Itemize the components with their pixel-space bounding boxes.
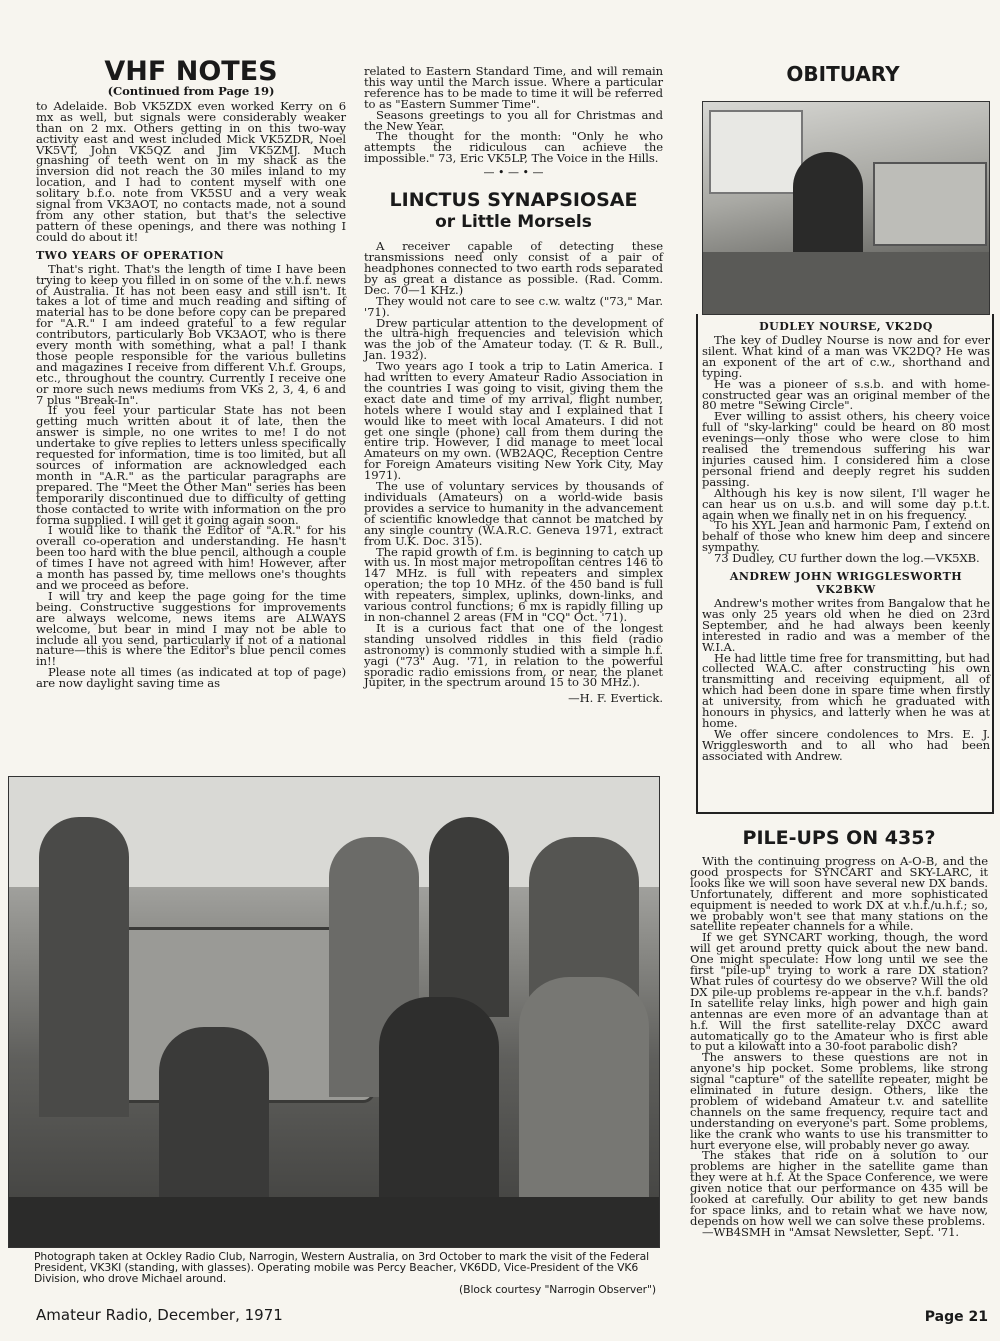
pileups-column — [690, 826, 988, 1238]
obituary-paragraph: He had little time free for transmitting, but had collected W.A.C. after constructing his own transmitting and receiving equipment, all of which had been done in spare time when firstly at university, from which he graduated with honours in physics, and latterly when he was at home. — [702, 650, 990, 730]
obituary-title: OBITUARY — [786, 62, 900, 86]
vhf-notes-title: VHF NOTES — [104, 56, 278, 87]
obituary-paragraph: Andrew's mother writes from Bangalow that he was only 25 years old when he died on 23rd September, and he had always been keenly interested in radio and was a member of the W.I.A. — [702, 596, 990, 654]
linctus-paragraph: It is a curious fact that one of the longest standing unsolved riddles in this field (radio astronomy) is commonly studied with a simple h.f. yagi ("73" Aug. '71, in relation to the powerful sporadic radio emissions from, or near, the planet Jupiter, in the spectrum around 15 to 30 MHz.). — [364, 620, 663, 690]
vhf-paragraph: If you feel your particular State has not been getting much written about it of late, then the answer is simple, no one writes to me! I do not undertake to give replies to letters unless specifically requested for information, time is too limited, but all sources of information are acknowledged each month in "A.R." as the particular paragraphs are prepared. The "Meet the Other Man" series has been temporarily discontinued due to difficulty of getting those contacted to write with information on the pro forma supplied. I will get it going again soon. — [36, 403, 346, 527]
vhf-paragraph: That's right. That's the length of time I have been trying to keep you filled in on some of the v.h.f. news of Australia. It has not been easy and still isn't. It takes a lot of time and much reading and sifting of material has to be done before copy can be prepared for "A.R." I am indeed grateful to a few regular contributors, particularly Bob VK3AOT, who is there every month with something, what a pal! I thank those people responsible for the various bulletins and magazines I receive from different V.h.f. Groups, etc., throughout the country. Currently I receive one or more such news mediums from VKs 2, 3, 4, 6 and 7 plus "Break-In". — [36, 261, 346, 407]
photo-ground-shape — [9, 1197, 659, 1247]
center-column — [364, 66, 663, 705]
photo-person-shape — [39, 817, 129, 1117]
vhf-notes-column-1 — [36, 58, 346, 689]
vhf-continued-note: (Continued from Page 19) — [107, 84, 275, 98]
linctus-paragraph: A receiver capable of detecting these transmissions need only consist of a pair of headphones connected to two earth rods separated by as great a distance as possible. (Rad. Comm. Dec. 70—1 KHz.) — [364, 239, 663, 297]
vhf-paragraph: to Adelaide. Bob VK5ZDX even worked Kerry on 6 mx as well, but signals were considerably weaker than on 2 mx. Others getting in on this two-way activity east and west included Mick VK5ZDR, Noel VK5VT, John VK5QZ and Jim VK5ZMJ. Much gnashing of teeth went on in my shack as the inversion did not reach the 30 miles inland to my location, and I had to content myself with one solitary b.f.o. note from VK5SU and a very weak signal from VK3AOT, no contacts made, not a sound from any other station, but that's the selective pattern of these openings, and there was nothing I could do about it! — [36, 98, 346, 244]
photo-caption-block — [34, 1251, 666, 1295]
vhf-paragraph: related to Eastern Standard Time, and will remain this way until the March issue. Where a particular reference has to be made to time it will be referred to as "Eastern Summer Time". — [364, 64, 663, 111]
pileups-paragraph: With the continuing progress on A-O-B, and the good prospects for SYNCART and SKY-LARC, it looks like we will soon have several new DX bands. Unfortunately, different and more sophisticated equipment is needed to work DX at v.h.f./u.h.f.; so, we probably won't see that many stations on the satellite repeater channels for a while. — [690, 854, 988, 934]
vhf-subhead: TWO YEARS OF OPERATION — [36, 248, 225, 262]
linctus-paragraph: They would not care to see c.w. waltz ("73," Mar. '71). — [364, 293, 663, 319]
obituary-box — [696, 314, 994, 814]
vhf-paragraph: I would like to thank the Editor of "A.R." for his overall co-operation and understanding. He hasn't been too hard with the blue pencil, although a couple of times I have not agreed with him! However, after a month has passed by, time mellows one's thoughts and we proceed as before. — [36, 523, 346, 592]
vhf-paragraph: I will try and keep the page going for the time being. Constructive suggestions for improvements are always welcome, news items are ALWAYS welcome, but bear in mind I may not be able to include all you send, particularly if not of a national nature—this is where the Editor's blue pencil comes in!! — [36, 588, 346, 669]
footer-page-number: Page 21 — [924, 1309, 988, 1325]
pileups-signature: —WB4SMH in "Amsat Newsletter, Sept. '71. — [702, 1224, 959, 1239]
photo-window-shape — [709, 110, 803, 194]
vhf-paragraph: Seasons greetings to you all for Christmas and the New Year. — [364, 107, 663, 133]
linctus-title: LINCTUS SYNAPSIOSAE — [389, 189, 638, 212]
obituary-paragraph: We offer sincere condolences to Mrs. E. J. Wrigglesworth and to all who had been associated with Andrew. — [702, 726, 990, 763]
vhf-paragraph: Please note all times (as indicated at top of page) are now daylight saving time as — [36, 665, 346, 691]
pileups-paragraph: The answers to these questions are not in anyone's hip pocket. Some problems, like strong signal "capture" of the satellite repeater, might be eliminated in future design. Others, like the problem of wideband Amateur t.v. and satellite channels on the same frequency, require tact and understanding on everyone's part. Some problems, like the crank who wants to use his transmitter to hurt everyone else, will probably never go away. — [690, 1050, 988, 1152]
vhf-paragraph: The thought for the month: "Only he who attempts the ridiculous can achieve the impossible." 73, Eric VK5LP, The Voice in the Hills. — [364, 129, 663, 166]
linctus-paragraph: The use of voluntary services by thousands of individuals (Amateurs) on a world-wide basis provides a service to humanity in the advancement of scientific knowledge that cannot be matched by any single country (W.A.R.C. Geneva 1971, extract from U.K. Doc. 315). — [364, 479, 663, 548]
footer-publication: Amateur Radio, December, 1971 — [36, 1306, 283, 1324]
photo-person-shape — [429, 817, 509, 1017]
obituary-paragraph: To his XYL Jean and harmonic Pam, I extend on behalf of those who knew him deep and sincere sympathy. — [702, 518, 990, 555]
photo-desk-shape — [703, 252, 989, 314]
obituary-paragraph: 73 Dudley, CU further down the log.—VK5XB. — [714, 551, 980, 566]
group-photo — [8, 776, 660, 1248]
photo-caption: Photograph taken at Ockley Radio Club, Narrogin, Western Australia, on 3rd October to mark the visit of the Federal President, VK3KI (standing, with glasses). Operating mobile was Percy Beacher, VK6DD, Vice-President of the VK6 Division, who drove Michael around. — [34, 1250, 650, 1285]
linctus-signature: —H. F. Evertick. — [568, 691, 663, 706]
obituary-photo — [702, 101, 990, 315]
section-divider: — • — • — — [483, 166, 544, 180]
linctus-paragraph: The rapid growth of f.m. is beginning to catch up with us. In most major metropolitan centres 146 to 147 MHz. is full with repeaters and simplex operation; the top 10 MHz. of the 450 band is full with repeaters, simplex, uplinks, down-links, and various control functions; 6 mx is rapidly filling up in non-channel 2 areas (FM in "CQ" Oct. '71). — [364, 544, 663, 624]
linctus-paragraph: Two years ago I took a trip to Latin America. I had written to every Amateur Radio Association in the countries I was going to visit, giving them the exact date and time of my arrival, flight number, hotels where I would stay and I explained that I would like to meet with local Amateurs. I did not get one single (phone) call from them during the entire trip. However, I did manage to meet local Amateurs on my own. (WB2AQC, Reception Centre for Foreign Amateurs visiting New York City, May 1971). — [364, 359, 663, 483]
obituary-paragraph: Ever willing to assist others, his cheery voice full of "sky-larking" could be heard on 80 most evenings—only those who were close to him realised the tremendous suffering his war injuries caused him. I considered him a close personal friend and deeply regret his sudden passing. — [702, 409, 990, 489]
obituary-callsign-2: VK2BKW — [816, 583, 876, 597]
obituary-paragraph: The key of Dudley Nourse is now and for ever silent. What kind of a man was VK2DQ? He was an exponent of the art of c.w., shorthand and typing. — [702, 333, 990, 380]
obituary-paragraph: He was a pioneer of s.s.b. and with home-constructed gear was an original member of the 80 metre "Sewing Circle". — [702, 376, 990, 413]
pileups-title: PILE-UPS ON 435? — [742, 827, 936, 849]
obituary-paragraph: Although his key is now silent, I'll wager he can hear us on u.s.b. and will some day p.t.t. again when we finally net in on his frequency. — [702, 485, 990, 522]
linctus-paragraph: Drew particular attention to the development of the ultra-high frequencies and television which was the job of the Amateur today. (T. & R. Bull., Jan. 1932). — [364, 315, 663, 363]
photo-courtesy: (Block courtesy "Narrogin Observer") — [459, 1283, 656, 1296]
pileups-paragraph: The stakes that ride on a solution to our problems are higher in the satellite game than they were at h.f. At the Space Conference, we were given notice that our performance on 435 will be looked at carefully. Our ability to get new bands for space links, and to retain what we have now, depends on how well we can solve these problems. — [690, 1148, 988, 1228]
pileups-paragraph: If we get SYNCART working, though, the word will get around pretty quick about the new band. One might speculate: How long until we see the first "pile-up" trying to work a rare DX station? What rules of courtesy do we observe? Will the old DX pile-up problems re-appear in the v.h.f. bands? In satellite relay links, high power and high gain antennas are even more of an advantage than at h.f. Will the first satellite-relay DXCC award automatically go to the Amateur who is first able to put a kilowatt into a 30-foot parabolic dish? — [690, 930, 988, 1054]
photo-radio-rack-shape — [873, 162, 987, 246]
obituary-name-1: DUDLEY NOURSE, VK2DQ — [759, 320, 933, 333]
obituary-name-2: ANDREW JOHN WRIGGLESWORTH — [729, 570, 963, 584]
linctus-subtitle: or Little Morsels — [435, 212, 592, 233]
